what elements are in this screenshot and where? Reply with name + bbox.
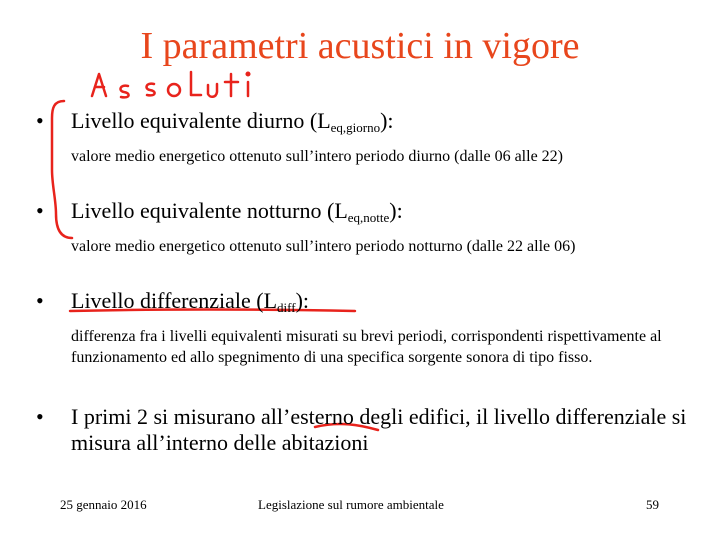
- footer-subject: Legislazione sul rumore ambientale: [258, 497, 444, 512]
- ink-letter-l: [191, 72, 201, 95]
- ink-letter-a: [92, 74, 106, 96]
- bullet-text: I primi 2 si misurano all’esterno degli edifici, il livello differenziale si misura all’interno delle abitazioni: [71, 404, 687, 455]
- bullet-marker: •: [36, 108, 44, 133]
- ink-letter-s: [121, 86, 129, 98]
- ink-letter-s2: [147, 84, 155, 96]
- ink-letter-t: [225, 74, 238, 96]
- ink-letter-u: [208, 84, 217, 97]
- bullet-text: Livello differenziale $(L_{diff})$:: [71, 288, 310, 315]
- ink-dot-i: [247, 73, 250, 76]
- footer-date: 25 gennaio 2016: [60, 497, 147, 512]
- bullet-text: Livello equivalente notturno $(L_{eq,notte})$:: [71, 198, 403, 225]
- bullet-text: Livello equivalente diurno $(L_{eq,giorno})$:: [71, 108, 394, 135]
- bullet-3-description: differenza fra i livelli equivalenti misurati su brevi periodi, corrispondenti rispettivamente al funzionamento ed allo spegnimento di una specifica sorgente sonora di tipo fisso.: [71, 328, 662, 366]
- bullet-marker: •: [36, 288, 44, 313]
- slide-title: I parametri acustici in vigore: [140, 25, 580, 67]
- bullet-marker: •: [36, 198, 44, 223]
- bullet-marker: •: [36, 404, 44, 429]
- ink-bracket: [52, 101, 72, 238]
- ink-letter-o: [168, 84, 180, 96]
- bullet-1-description: valore medio energetico ottenuto sull’intero periodo diurno (dalle 06 alle 22): [71, 148, 563, 165]
- bullet-2-description: valore medio energetico ottenuto sull’intero periodo notturno (dalle 22 alle 06): [71, 238, 576, 255]
- footer-page-number: 59: [646, 497, 659, 512]
